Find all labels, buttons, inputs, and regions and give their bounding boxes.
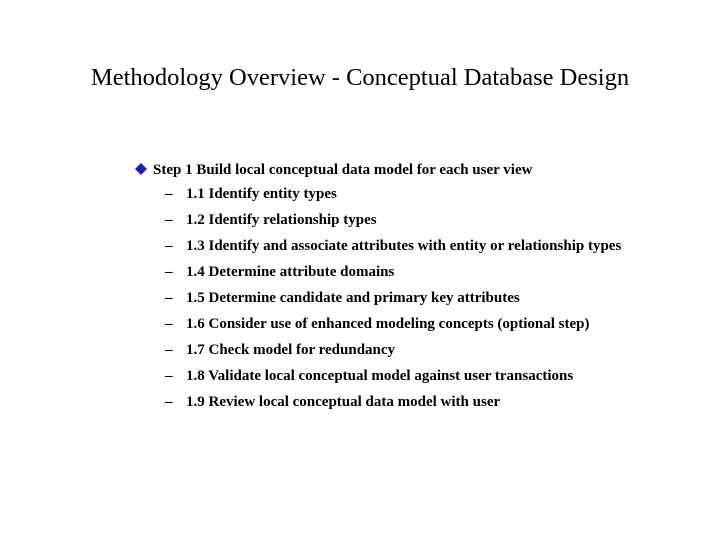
substep-item <box>120 262 656 282</box>
diamond-bullet-icon <box>135 163 147 175</box>
substep-text: 1.9 Review local conceptual data model with user <box>186 394 501 410</box>
substep-item <box>120 210 656 230</box>
dash-marker: – <box>165 238 173 254</box>
dash-marker: – <box>165 316 173 332</box>
substep-text: 1.2 Identify relationship types <box>186 212 377 228</box>
dash-marker: – <box>165 342 173 358</box>
substep-item <box>120 340 656 360</box>
slide-title: Methodology Overview - Conceptual Database Design <box>90 64 630 91</box>
substep-item <box>120 236 656 256</box>
substep-item <box>120 184 656 204</box>
substep-text: 1.5 Determine candidate and primary key attributes <box>186 290 520 306</box>
dash-marker: – <box>165 290 173 306</box>
step-1-text: Step 1 Build local conceptual data model for each user view <box>153 162 533 178</box>
substep-text: 1.4 Determine attribute domains <box>186 264 395 280</box>
substep-text: 1.1 Identify entity types <box>186 186 337 202</box>
dash-marker: – <box>165 186 173 202</box>
substep-text: 1.6 Consider use of enhanced modeling concepts (optional step) <box>186 316 590 332</box>
substep-item <box>120 366 656 386</box>
substep-item <box>120 392 656 412</box>
substep-list <box>120 184 660 412</box>
step-1-bullet <box>120 160 660 184</box>
dash-marker: – <box>165 368 173 384</box>
substep-text: 1.7 Check model for redundancy <box>186 342 396 358</box>
slide-content <box>120 160 660 418</box>
dash-marker: – <box>165 264 173 280</box>
dash-marker: – <box>165 394 173 410</box>
dash-marker: – <box>165 212 173 228</box>
substep-text: 1.8 Validate local conceptual model against user transactions <box>186 368 574 384</box>
substep-item <box>120 314 656 334</box>
substep-text: 1.3 Identify and associate attributes with entity or relationship types <box>186 238 622 254</box>
substep-item <box>120 288 656 308</box>
